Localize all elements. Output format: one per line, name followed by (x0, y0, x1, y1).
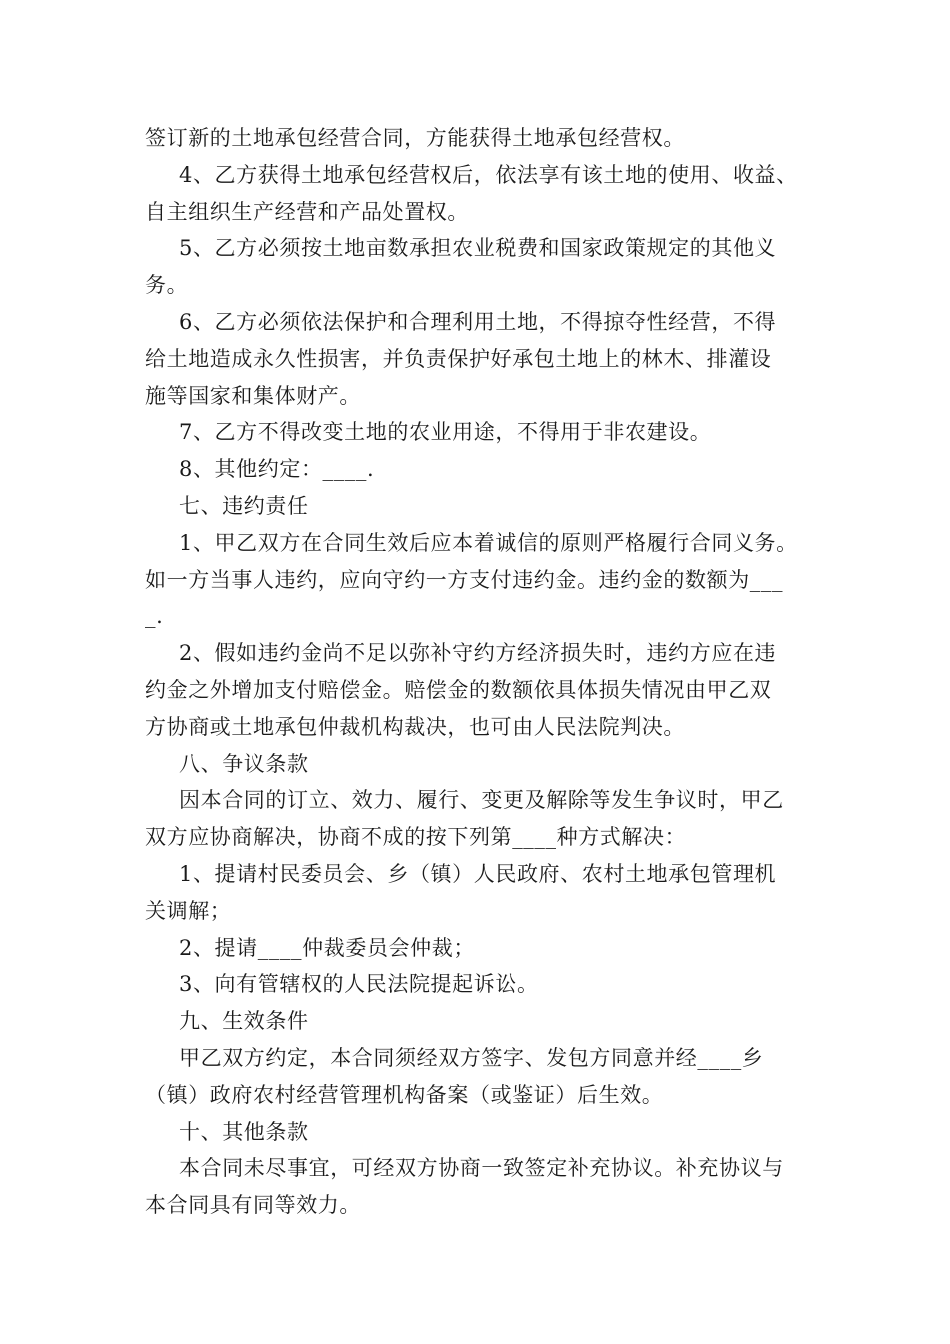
text-line: 方协商或土地承包仲裁机构裁决，也可由人民法院判决。 (145, 714, 685, 739)
text-line: （镇）政府农村经营管理机构备案（或鉴证）后生效。 (145, 1082, 664, 1107)
section-heading: 八、争议条款 (179, 751, 309, 776)
text-line: 关调解； (145, 898, 232, 923)
document-body (145, 120, 810, 1224)
text-line: 本合同具有同等效力。 (145, 1193, 361, 1218)
text-line: 8、其他约定：____. (179, 457, 375, 482)
text-line: 6、乙方必须依法保护和合理利用土地，不得掠夺性经营，不得 (179, 309, 777, 334)
text-line: 2、假如违约金尚不足以弥补守约方经济损失时，违约方应在违 (179, 641, 777, 666)
text-line: 签订新的土地承包经营合同，方能获得土地承包经营权。 (145, 126, 685, 150)
text-line: 如一方当事人违约，应向守约一方支付违约金。违约金的数额为___ (145, 567, 784, 592)
text-line: 5、乙方必须按土地亩数承担农业税费和国家政策规定的其他义 (179, 236, 777, 261)
text-line: 务。 (145, 273, 189, 298)
text-line: 甲乙双方约定，本合同须经双方签字、发包方同意并经____乡 (179, 1045, 764, 1070)
text-line: 1、甲乙双方在合同生效后应本着诚信的原则严格履行合同义务。 (179, 530, 798, 555)
text-line: 1、提请村民委员会、乡（镇）人民政府、农村土地承包管理机 (179, 861, 777, 886)
text-line: 双方应协商解决，协商不成的按下列第____种方式解决： (145, 825, 687, 850)
text-line: 7、乙方不得改变土地的农业用途，不得用于非农建设。 (179, 420, 712, 445)
text-line: 4、乙方获得土地承包经营权后，依法享有该土地的使用、收益、 (179, 162, 798, 187)
section-heading: 十、其他条款 (179, 1119, 309, 1144)
text-line: 因本合同的订立、效力、履行、变更及解除等发生争议时，甲乙 (179, 788, 784, 813)
text-line: 2、提请____仲裁委员会仲裁； (179, 935, 475, 960)
section-heading: 七、违约责任 (179, 493, 309, 518)
section-heading: 九、生效条件 (179, 1009, 309, 1034)
text-line: 施等国家和集体财产。 (145, 383, 361, 408)
text-line: 本合同未尽事宜，可经双方协商一致签定补充协议。补充协议与 (179, 1156, 784, 1181)
text-line: 自主组织生产经营和产品处置权。 (145, 199, 469, 224)
text-line: 给土地造成永久性损害，并负责保护好承包土地上的林木、排灌设 (145, 346, 772, 371)
text-line: 约金之外增加支付赔偿金。赔偿金的数额依具体损失情况由甲乙双 (145, 677, 772, 702)
text-line: _. (145, 604, 164, 629)
text-line: 3、向有管辖权的人民法院提起诉讼。 (179, 972, 539, 997)
